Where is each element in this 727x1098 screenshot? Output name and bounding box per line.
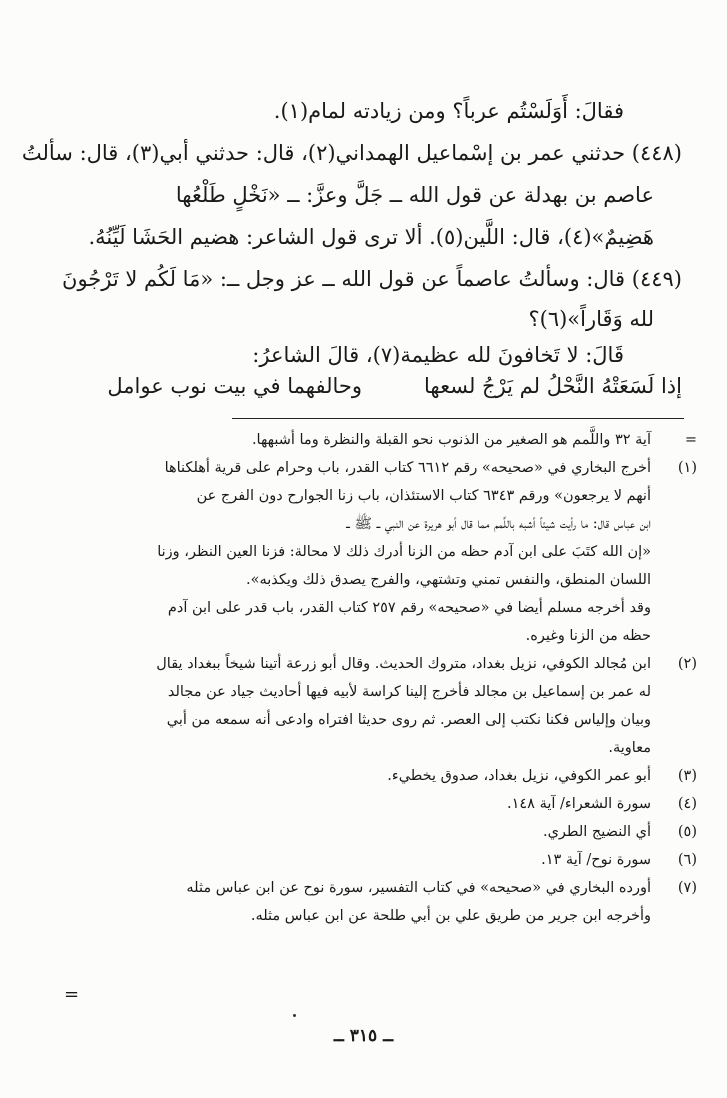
footnote-line: آية ٣٢ واللَّمم هو الصغير من الذنوب نحو القبلة والنظرة وما أشبهها. xyxy=(251,432,651,448)
footnote xyxy=(48,650,697,762)
footnote-line: له عمر بن إسماعيل بن مجالد فأخرج إلينا كراسة لأبيه فيها أحاديث جياد عن مجالد xyxy=(167,684,651,700)
footnote-text xyxy=(48,762,651,790)
footnote-marker: (٥) xyxy=(677,824,697,840)
text-line: قَالَ: لا تَخافونَ لله عظيمة(٧)، قالَ الشاعرُ: xyxy=(252,343,624,367)
footnote-line: اللسان المنطق، والنفس تمني وتشتهي، والفرج يصدق ذلك ويكذبه». xyxy=(246,572,651,588)
footnote-line: حظه من الزنا وغيره. xyxy=(525,628,651,644)
page-number: ــ ٣١٥ ــ xyxy=(333,1026,394,1046)
footnote-line: سورة الشعراء/ آية ١٤٨. xyxy=(507,796,651,812)
footnote xyxy=(48,846,697,874)
footnote-line: أورده البخاري في «صحيحه» في كتاب التفسير، سورة نوح عن ابن عباس مثله xyxy=(186,880,651,896)
footnote-marker: (٣) xyxy=(677,768,697,784)
footnote-text xyxy=(48,790,651,818)
text-line: (٤٤٨) حدثني عمر بن إسْماعيل الهمداني(٢)، قال: حدثني أبي(٣)، قال: سألتُ xyxy=(21,141,682,165)
text-line: فقالَ: أَوَلَسْتُم عرباً؟ ومن زيادته لمام(١). xyxy=(273,99,624,123)
footnote-line: ابن مُجالد الكوفي، نزيل بغداد، متروك الحديث. وقال أبو زرعة أتينا شيخاً ببغداد يقال xyxy=(156,656,651,672)
footnote-line: سورة نوح/ آية ١٣. xyxy=(541,852,651,868)
footnotes xyxy=(48,426,697,930)
footnote xyxy=(48,790,697,818)
footnote-line: معاوية. xyxy=(608,740,651,756)
footnote-text xyxy=(48,818,651,846)
text-line: عاصم بن بهدلة عن قول الله ــ جَلَّ وعزَّ: ــ «نَخْلٍ طَلْعُها xyxy=(175,183,654,207)
footnote-line: وأخرجه ابن جرير من طريق علي بن أبي طلحة عن ابن عباس مثله. xyxy=(250,908,651,924)
footnote-separator xyxy=(232,418,684,419)
footnote xyxy=(48,874,697,930)
footnote-text xyxy=(48,454,651,650)
footnote-line: «إن الله كتَبَ على ابن آدم حظه من الزنا أدرك ذلك لا محالة: فزنا العين النظر، وزنا xyxy=(157,544,651,560)
footnote-line: أنهم لا يرجعون» ورقم ٦٣٤٣ كتاب الاستئذان، باب زنا الجوارح دون الفرج عن xyxy=(196,488,651,504)
footnote-marker: (١) xyxy=(677,460,697,476)
verse-hemistich-2: وحالفهما في بيت نوب عوامل xyxy=(107,374,362,398)
footnote-marker: (٧) xyxy=(677,880,697,896)
footnote-text xyxy=(48,874,651,930)
footnote-text xyxy=(48,650,651,762)
footnote xyxy=(48,762,697,790)
ink-dot xyxy=(293,1014,296,1017)
footnote-marker: = xyxy=(684,432,697,448)
footnote-line: أي النضيج الطري. xyxy=(542,824,651,840)
footnote-marker: (٤) xyxy=(677,796,697,812)
footnote-line: وبيان وإلياس فكنا نكتب إلى العصر. ثم روى حديثا افتراه وادعى أنه سمعه من أبي xyxy=(166,712,651,728)
footnote-line: أخرج البخاري في «صحيحه» رقم ٦٦١٢ كتاب القدر، باب وحرام على قرية أهلكناها xyxy=(164,460,651,476)
footnote xyxy=(48,454,697,650)
footnote xyxy=(48,818,697,846)
footnote-line: ابن عباس قال: ما رأيت شيئاً أشبه باللَّمم مما قال أبو هريرة عن النبي ــ ﷺ ــ xyxy=(346,516,651,532)
text-line: (٤٤٩) قال: وسألتُ عاصماً عن قول الله ــ عز وجل ــ: «مَا لَكُم لا تَرْجُونَ xyxy=(62,267,682,291)
text-line: لله وَقَاراً»(٦)؟ xyxy=(528,307,654,331)
footnote-marker: (٢) xyxy=(677,656,697,672)
footnote-text xyxy=(48,846,651,874)
continuation-mark: = xyxy=(64,984,80,1005)
footnote xyxy=(48,426,697,454)
footnote-line: وقد أخرجه مسلم أيضا في «صحيحه» رقم ٢٥٧ كتاب القدر، باب قدر على ابن آدم xyxy=(167,600,651,616)
footnote-text xyxy=(48,426,651,454)
verse-hemistich-1: إذا لَسَعَتْهُ النَّحْلُ لم يَرْجُ لسعها xyxy=(424,374,682,398)
text-line: هَضِيمٌ»(٤)، قال: اللَّين(٥). ألا ترى قول الشاعر: هضيم الحَشَا لَيِّنُهُ. xyxy=(88,225,654,249)
footnote-marker: (٦) xyxy=(677,852,697,868)
footnote-line: أبو عمر الكوفي، نزيل بغداد، صدوق يخطيء. xyxy=(387,768,651,784)
